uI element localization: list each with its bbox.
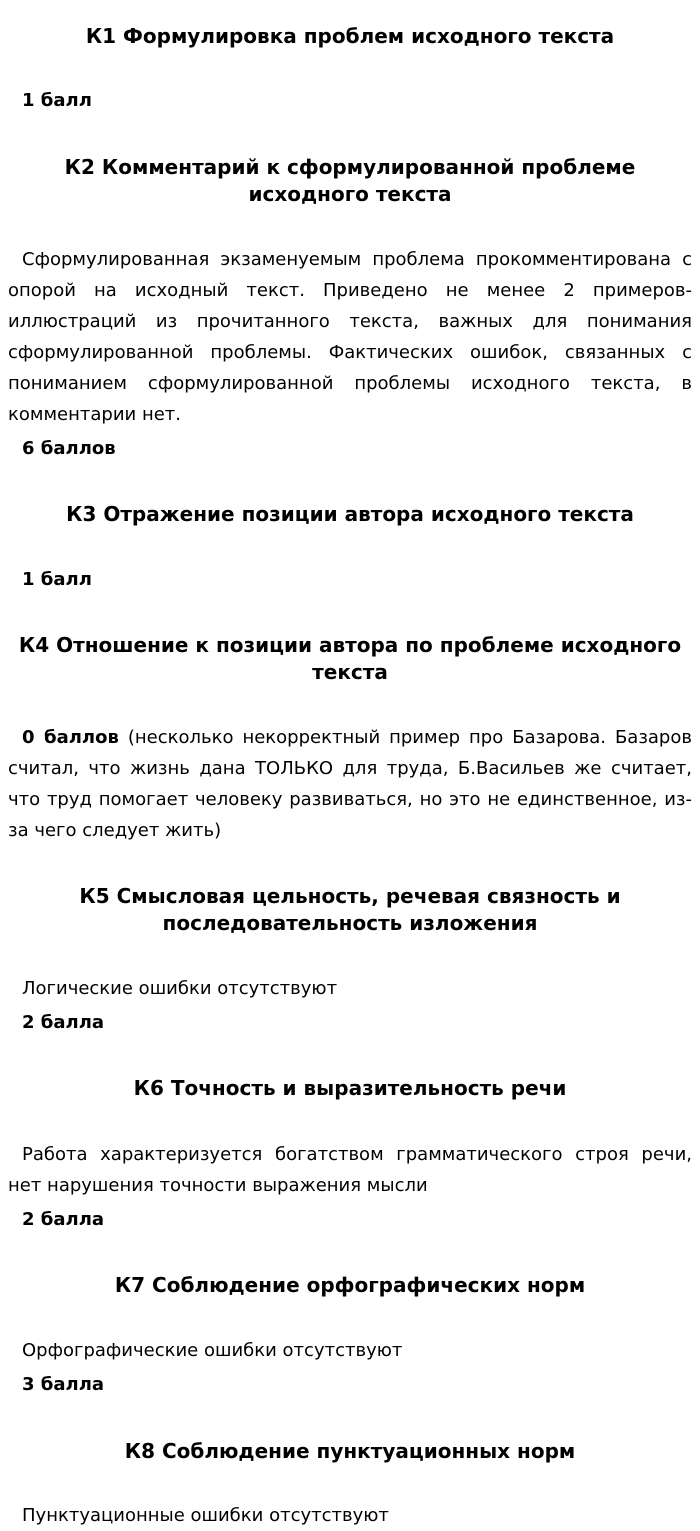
k7-comment: Орфографические ошибки отсутствуют — [22, 1340, 403, 1361]
k4-heading: К4 Отношение к позиции автора по проблеме исходного текста — [18, 633, 682, 684]
k4-score: 0 баллов — [22, 727, 119, 748]
k3-score: 1 балл — [22, 569, 92, 590]
k5-comment: Логические ошибки отсутствуют — [22, 978, 338, 999]
k6-score: 2 балла — [22, 1209, 105, 1230]
k1-score: 1 балл — [22, 90, 92, 111]
k7-heading: К7 Соблюдение орфографических норм — [114, 1273, 586, 1297]
k8-comment: Пунктуационные ошибки отсутствуют — [22, 1505, 389, 1526]
k5-score: 2 балла — [22, 1012, 105, 1033]
k4-comment-text: (несколько некорректный пример про Базарова. Базаров считал, что жизнь дана ТОЛЬКО для труда, Б.Васильев же считает, что труд помогает человеку развиваться, но это не единственное, из-за чего следует жить) — [8, 727, 692, 841]
k5-heading: К5 Смысловая цельность, речевая связность и последовательность изложения — [79, 884, 621, 935]
k7-score: 3 балла — [22, 1374, 105, 1395]
k2-score: 6 баллов — [22, 438, 116, 459]
k6-comment: Работа характеризуется богатством грамматического строя речи, нет нарушения точности выражения мысли — [8, 1144, 692, 1196]
k1-heading: К1 Формулировка проблем исходного текста — [85, 24, 615, 48]
k2-heading: К2 Комментарий к сформулированной проблеме исходного текста — [64, 155, 636, 206]
k4-comment — [8, 722, 692, 846]
k3-heading: К3 Отражение позиции автора исходного текста — [66, 502, 634, 526]
k6-heading: К6 Точность и выразительность речи — [133, 1076, 567, 1100]
k2-comment: Сформулированная экзаменуемым проблема прокомментирована с опорой на исходный текст. Приведено не менее 2 примеров-иллюстраций из прочитанного текста, важных для понимания сформулированной проблемы. Фактических ошибок, связанных с пониманием сформулированной проблемы исходного текста, в комментарии нет. — [8, 249, 692, 425]
k8-heading: К8 Соблюдение пунктуационных норм — [124, 1439, 576, 1463]
